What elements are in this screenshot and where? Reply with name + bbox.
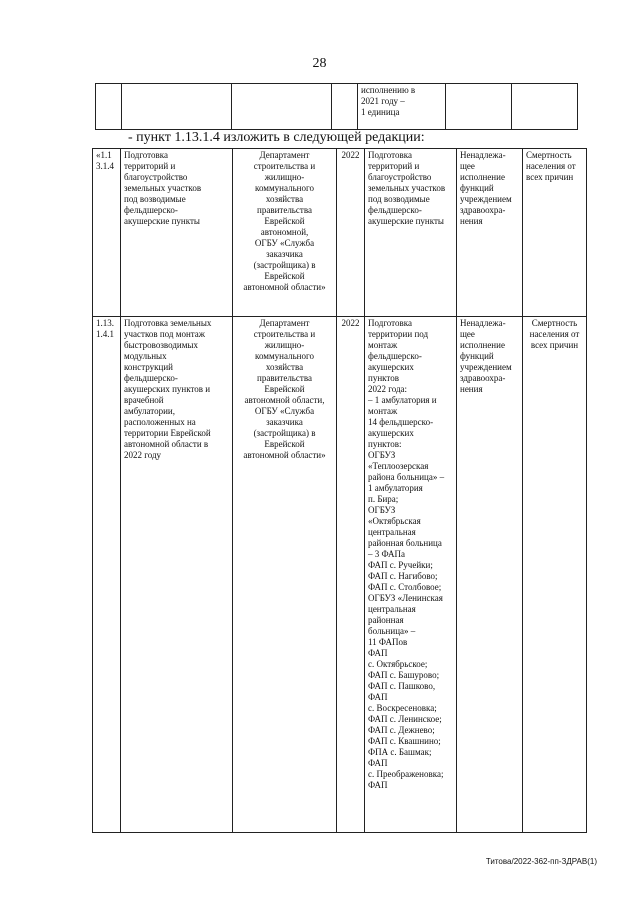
row-consequence: Ненадлежа- щее исполнение функций учреждением здравоохра- нения bbox=[457, 149, 523, 317]
row-executor: Департамент строительства и жилищно- коммунального хозяйства правительства Еврейской автономной области, ОГБУ «Служба заказчика (застройщика) в Еврейской автономной области» bbox=[233, 317, 337, 833]
table-row bbox=[93, 149, 587, 317]
page-number: 28 bbox=[312, 56, 327, 71]
continuation-table bbox=[95, 83, 578, 130]
table-row bbox=[93, 317, 587, 833]
table-cell bbox=[122, 84, 232, 130]
row-indicator: Смертность населения от всех причин bbox=[523, 317, 587, 833]
table-cell bbox=[332, 84, 358, 130]
table-cell bbox=[232, 84, 332, 130]
table-cell bbox=[96, 84, 122, 130]
table-cell bbox=[446, 84, 512, 130]
row-name: Подготовка территорий и благоустройство земельных участков под возводимые фельдшерско- акушерские пункты bbox=[121, 149, 233, 317]
program-table bbox=[92, 148, 587, 833]
row-number: «1.1 3.1.4 bbox=[93, 149, 121, 317]
row-year: 2022 bbox=[337, 149, 365, 317]
row-result: Подготовка территорий и благоустройство земельных участков под возводимые фельдшерско- акушерские пункты bbox=[365, 149, 457, 317]
row-result: Подготовка территории под монтаж фельдшерско- акушерских пунктов 2022 года: – 1 амбулатория и монтаж 14 фельдшерско- акушерских пунктов: ОГБУЗ «Теплоозерская района больница» – 1 амбулатория п. Бира; ОГБУЗ «Октябрьская центральная районная больница – 3 ФАПа ФАП с. Ручейки; ФАП с. Нагибово; ФАП с. Столбовое; ОГБУЗ «Ленинская центральная районная больница» – 11 ФАПов ФАП с. Октябрьское; ФАП с. Башурово; ФАП с. Пашково, ФАП с. Воскресеновка; ФАП с. Ленинское; ФАП с. Дежнево; ФАП с. Квашнино; ФПА с. Башмак; ФАП с. Преображеновка; ФАП bbox=[365, 317, 457, 833]
row-year: 2022 bbox=[337, 317, 365, 833]
table-row bbox=[96, 84, 578, 130]
footer-doc-id: Титова/2022-362-пп-ЗДРАВ(1) bbox=[485, 857, 597, 866]
row-executor: Департамент строительства и жилищно- коммунального хозяйства правительства Еврейской автономной, ОГБУ «Служба заказчика (застройщика) в Еврейской автономной области» bbox=[233, 149, 337, 317]
instruction-text: - пункт 1.13.1.4 изложить в следующей редакции: bbox=[128, 130, 425, 145]
row-indicator: Смертность населения от всех причин bbox=[523, 149, 587, 317]
row-consequence: Ненадлежа- щее исполнение функций учреждением здравоохра- нения bbox=[457, 317, 523, 833]
table-cell: исполнению в 2021 году – 1 единица bbox=[358, 84, 446, 130]
row-name: Подготовка земельных участков под монтаж быстровозводимых модульных конструкций фельдшерско- акушерских пунктов и врачебной амбулатории, расположенных на территории Еврейской автономной области в 2022 году bbox=[121, 317, 233, 833]
row-number: 1.13. 1.4.1 bbox=[93, 317, 121, 833]
table-cell bbox=[512, 84, 578, 130]
